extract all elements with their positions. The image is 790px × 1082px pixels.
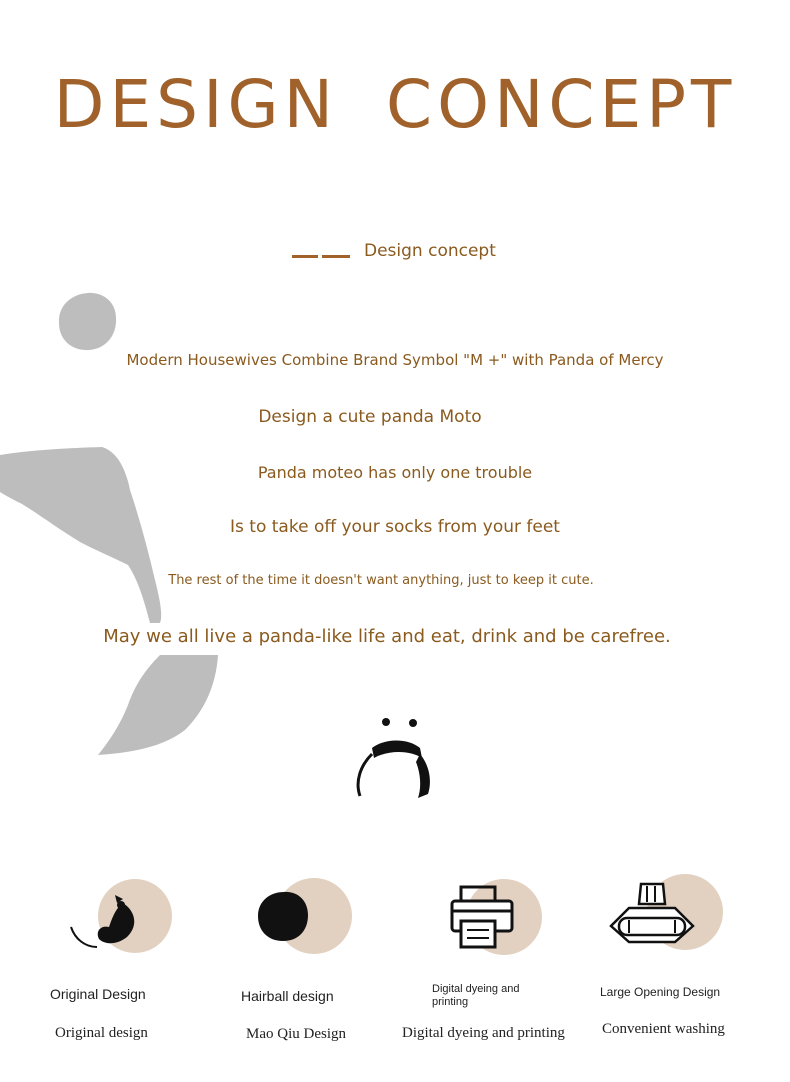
- feature-caption-1: Original design: [55, 1025, 148, 1041]
- feature-label-4: Large Opening Design: [600, 985, 721, 999]
- page-title: DESIGN CONCEPT: [53, 66, 737, 143]
- section-subtitle: Design concept: [364, 241, 496, 261]
- story-line-2: Design a cute panda Moto: [258, 407, 482, 427]
- feature-label-2: Hairball design: [241, 988, 334, 1004]
- subtitle-rule: [292, 255, 350, 258]
- printer-icon: [445, 875, 550, 960]
- ink-blot-stroke-bottom: [98, 655, 218, 755]
- ink-blot-small: [59, 293, 116, 350]
- feature-caption-4: Convenient washing: [602, 1021, 725, 1037]
- story-line-1: Modern Housewives Combine Brand Symbol "M +" with Panda of Mercy: [126, 351, 664, 369]
- panda-ink-icon: [65, 875, 180, 960]
- story-line-5: The rest of the time it doesn't want anything, just to keep it cute.: [168, 573, 594, 588]
- story-line-6: May we all live a panda-like life and eat, drink and be carefree.: [103, 626, 671, 647]
- tissue-box-icon: [605, 870, 730, 955]
- feature-caption-3: Digital dyeing and printing: [402, 1025, 565, 1041]
- panda-brush-icon: [350, 710, 440, 805]
- feature-label-3: Digital dyeing and printing: [432, 983, 520, 1008]
- feature-caption-2: Mao Qiu Design: [246, 1026, 346, 1042]
- story-line-4: Is to take off your socks from your feet: [230, 517, 560, 537]
- ink-dot-icon: [250, 875, 360, 960]
- story-line-3: Panda moteo has only one trouble: [257, 463, 533, 482]
- feature-label-1: Original Design: [50, 986, 146, 1002]
